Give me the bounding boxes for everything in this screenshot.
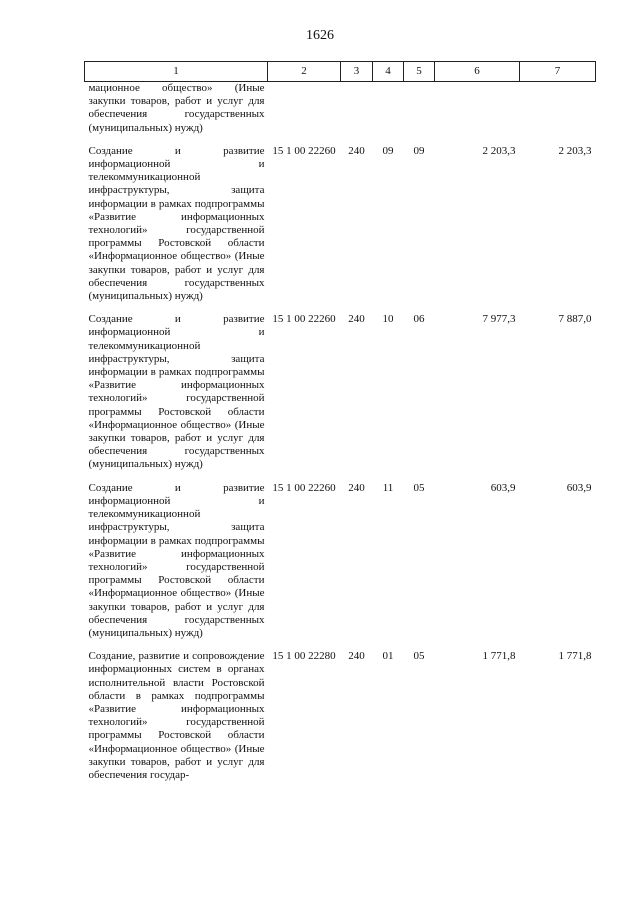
row-expense-type: 240 [348, 144, 365, 157]
row-name: Создание и развитие информационной и телекоммуникационной инфраструктуры, защита информации в рамках подпрограммы «Развитие информационных технологий» государственной программы Ростовской области «Информационное общество» (Иные закупки товаров, работ и услуг для обеспечения государственных (муниципальных) нужд) [88, 313, 265, 471]
page-number: 1626 [306, 28, 334, 43]
table-row [85, 482, 596, 640]
row-subsection: 05 [413, 481, 425, 494]
row-expense-type: 240 [348, 650, 365, 663]
row-amount-1: 2 203,3 [482, 144, 516, 157]
row-amount-2 [520, 82, 596, 135]
row-section: 11 [382, 481, 394, 494]
row-section: 01 [382, 650, 394, 663]
row-amount-2: 603,9 [566, 481, 592, 494]
column-header: 7 [520, 62, 596, 82]
row-amount-1: 7 977,3 [482, 313, 516, 326]
row-amount-1: 603,9 [490, 481, 516, 494]
row-subsection: 06 [413, 313, 425, 326]
table-row [85, 313, 596, 471]
row-name: Создание и развитие информационной и телекоммуникационной инфраструктуры, защита информации в рамках подпрограммы «Развитие информационных технологий» государственной программы Ростовской области «Информационное общество» (Иные закупки товаров, работ и услуг для обеспечения государственных (муниципальных) нужд) [88, 144, 265, 303]
row-spacer [85, 303, 596, 313]
column-header: 6 [435, 62, 520, 82]
table-row [85, 650, 596, 782]
row-amount-1: 1 771,8 [482, 650, 516, 663]
row-expense-type: 240 [348, 313, 365, 326]
column-header: 2 [268, 62, 341, 82]
row-target-code [268, 82, 341, 135]
row-amount-1 [435, 82, 520, 135]
table-row [85, 82, 596, 135]
row-spacer [85, 472, 596, 482]
row-name: мационное общество» (Иные закупки товаров, работ и услуг для обеспечения государственных (муниципальных) нужд) [88, 82, 265, 134]
column-header: 4 [373, 62, 404, 82]
row-target-code: 15 1 00 22260 [272, 481, 336, 494]
row-target-code: 15 1 00 22260 [272, 144, 336, 157]
row-subsection [404, 82, 435, 135]
row-amount-2: 1 771,8 [558, 650, 592, 663]
row-name: Создание, развитие и сопровождение информационных систем в органах исполнительной власти Ростовской области в рамках подпрограммы «Развитие информационных технологий» государственной программы Ростовской области «Информационное общество» (Иные закупки товаров, работ и услуг для обеспечения государ- [88, 650, 265, 781]
column-header: 5 [404, 62, 435, 82]
row-subsection: 09 [413, 144, 425, 157]
table-row [85, 145, 596, 303]
row-target-code: 15 1 00 22260 [272, 313, 336, 326]
row-amount-2: 7 887,0 [558, 313, 592, 326]
row-spacer [85, 135, 596, 145]
row-section: 10 [382, 313, 394, 326]
table-header-row [85, 62, 596, 82]
row-section [373, 82, 404, 135]
row-spacer [85, 640, 596, 650]
column-header: 3 [341, 62, 373, 82]
row-subsection: 05 [413, 650, 425, 663]
row-expense-type [341, 82, 373, 135]
row-name: Создание и развитие информационной и телекоммуникационной инфраструктуры, защита информации в рамках подпрограммы «Развитие информационных технологий» государственной программы Ростовской области «Информационное общество» (Иные закупки товаров, работ и услуг для обеспечения государственных (муниципальных) нужд) [88, 481, 265, 639]
column-header: 1 [85, 62, 268, 82]
row-section: 09 [382, 144, 394, 157]
row-expense-type: 240 [348, 481, 365, 494]
row-amount-2: 2 203,3 [558, 144, 592, 157]
budget-table [84, 61, 596, 782]
row-target-code: 15 1 00 22280 [272, 650, 336, 663]
